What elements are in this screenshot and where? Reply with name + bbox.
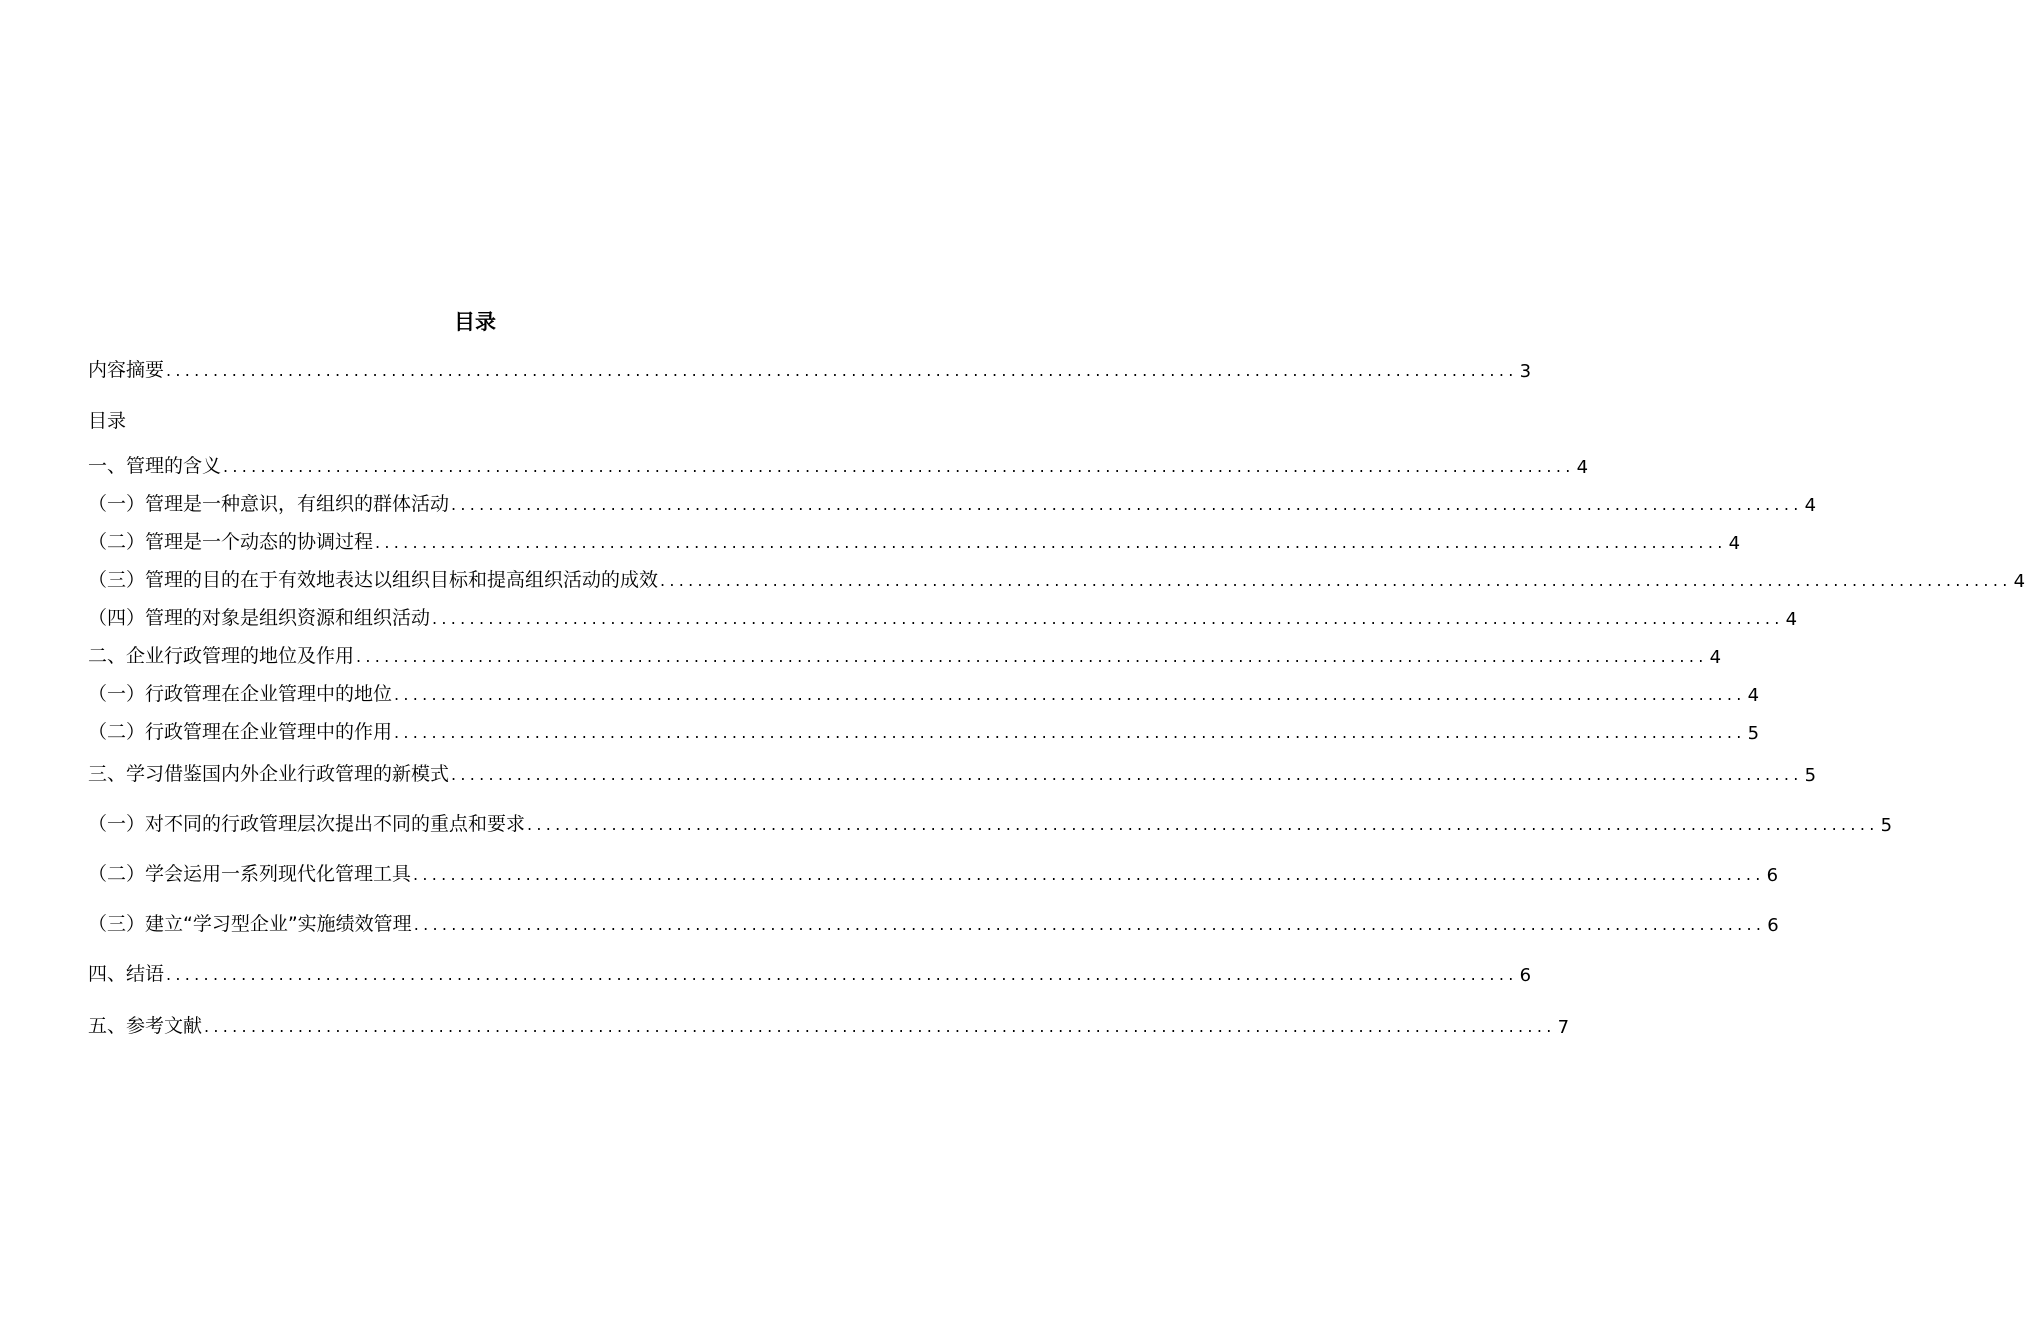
toc-entry-label: 内容摘要 — [88, 359, 165, 381]
toc-entry-label: （二）行政管理在企业管理中的作用 — [88, 721, 393, 743]
toc-entry-page: 3 — [1519, 361, 1532, 382]
toc-entry-label: 二、企业行政管理的地位及作用 — [88, 645, 355, 667]
toc-entry-label: （四）管理的对象是组织资源和组织活动 — [88, 607, 431, 629]
toc-entry-label: 五、参考文献 — [88, 1015, 203, 1037]
dot-leader: ................................................................................................................................................ — [527, 815, 1879, 834]
toc-entry-page: 4 — [1728, 533, 1741, 554]
dot-leader: ................................................................................................................................................ — [204, 1017, 1556, 1036]
toc-entry-label: 四、结语 — [88, 963, 165, 985]
toc-entry[interactable] — [88, 490, 1817, 516]
toc-entry-page: 4 — [1747, 685, 1760, 706]
toc-entry-label: 三、学习借鉴国内外企业行政管理的新模式 — [88, 763, 450, 785]
toc-entry-page: 6 — [1767, 915, 1779, 936]
toc-entry-page: 5 — [1804, 765, 1817, 786]
toc-entry-page: 4 — [1804, 495, 1817, 516]
dot-leader: ................................................................................................................................................ — [451, 765, 1803, 784]
toc-entry[interactable] — [88, 960, 1532, 986]
toc-entry-page: 5 — [1747, 723, 1760, 744]
toc-entry-label: （一）行政管理在企业管理中的地位 — [88, 683, 393, 705]
dot-leader: ................................................................................................................................................ — [223, 457, 1575, 476]
toc-entry-page: 4 — [1785, 609, 1798, 630]
toc-entry-page: 4 — [2013, 571, 2025, 592]
dot-leader: ................................................................................................................................................ — [394, 723, 1746, 742]
toc-entry[interactable] — [88, 452, 1589, 478]
toc-entry-label: （三）建立“学习型企业”实施绩效管理 — [88, 913, 412, 935]
toc-entry[interactable] — [88, 680, 1760, 706]
toc-entry[interactable] — [88, 642, 1722, 668]
toc-entry-page: 4 — [1576, 457, 1589, 478]
dot-leader: ................................................................................................................................................ — [451, 495, 1803, 514]
toc-entry[interactable] — [88, 604, 1798, 630]
dot-leader: ................................................................................................................................................ — [413, 915, 1766, 934]
toc-entry-page: 5 — [1880, 815, 1893, 836]
toc-entry-label: （二）学会运用一系列现代化管理工具 — [88, 863, 412, 885]
toc-entry-page: 4 — [1709, 647, 1722, 668]
toc-entry[interactable] — [88, 810, 1893, 836]
dot-leader: ................................................................................................................................................ — [375, 533, 1727, 552]
toc-entry-page: 6 — [1766, 865, 1779, 886]
dot-leader: ................................................................................................................................................ — [166, 361, 1518, 380]
toc-entry[interactable] — [88, 910, 1779, 936]
toc-subheading: 目录 — [88, 410, 127, 432]
toc-entry[interactable] — [88, 528, 1741, 554]
dot-leader: ................................................................................................................................................ — [394, 685, 1746, 704]
dot-leader: ................................................................................................................................................ — [660, 571, 2012, 590]
toc-entry[interactable] — [88, 760, 1817, 786]
toc-entry[interactable] — [88, 566, 2025, 592]
dot-leader: ................................................................................................................................................ — [413, 865, 1765, 884]
toc-entry-label: （一）管理是一种意识，有组织的群体活动 — [88, 493, 450, 515]
toc-entry-label: 一、管理的含义 — [88, 455, 222, 477]
dot-leader: ................................................................................................................................................ — [166, 965, 1518, 984]
dot-leader: ................................................................................................................................................ — [432, 609, 1784, 628]
toc-entry-label: （一）对不同的行政管理层次提出不同的重点和要求 — [88, 813, 526, 835]
toc-entry-page: 7 — [1557, 1017, 1570, 1038]
toc-title: 目录 — [454, 310, 496, 334]
toc-entry[interactable] — [88, 1012, 1570, 1038]
toc-entry-page: 6 — [1519, 965, 1532, 986]
toc-entry[interactable] — [88, 860, 1779, 886]
toc-entry-label: （三）管理的目的在于有效地表达以组织目标和提高组织活动的成效 — [88, 569, 659, 591]
toc-entry-label: （二）管理是一个动态的协调过程 — [88, 531, 374, 553]
toc-entry[interactable] — [88, 356, 1532, 382]
toc-entry[interactable] — [88, 718, 1760, 744]
dot-leader: ................................................................................................................................................ — [356, 647, 1708, 666]
